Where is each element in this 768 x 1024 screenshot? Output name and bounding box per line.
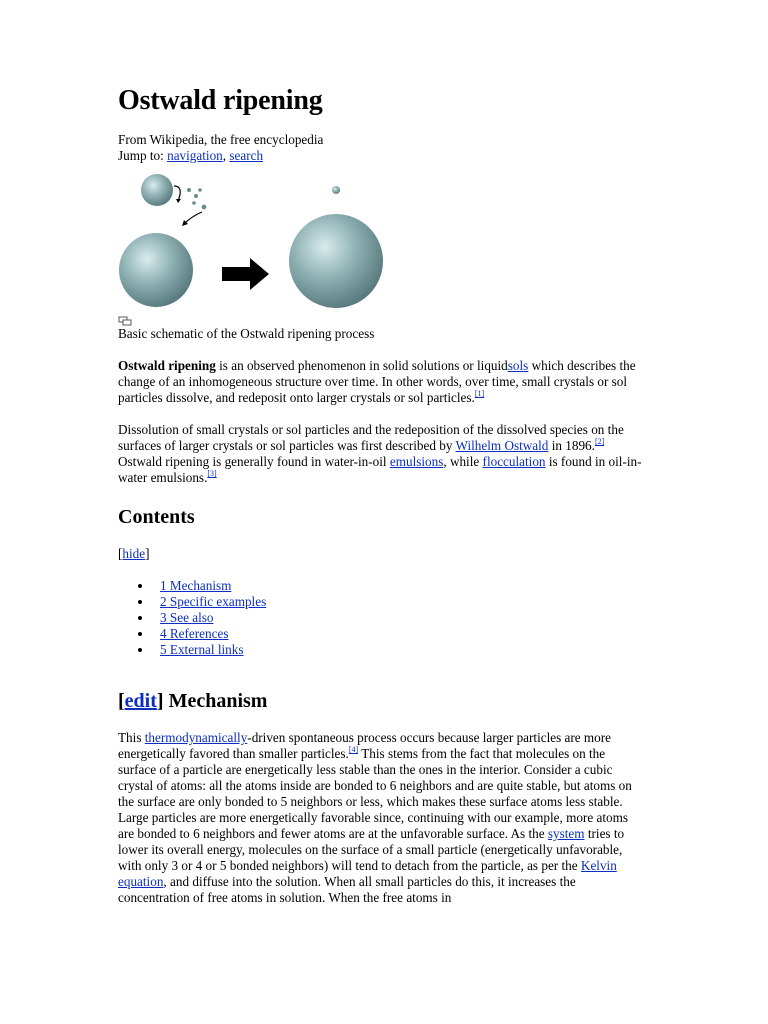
toc-item bbox=[138, 594, 643, 610]
wilhelm-ostwald-link[interactable]: Wilhelm Ostwald bbox=[455, 438, 549, 453]
mechanism-heading-text: Mechanism bbox=[168, 690, 268, 712]
edit-section-link[interactable]: edit bbox=[124, 690, 157, 712]
ref-1-link[interactable]: [1] bbox=[474, 389, 485, 398]
bullet-icon bbox=[138, 648, 142, 652]
kelvin-equation-link[interactable]: Kelvin equation bbox=[118, 858, 617, 889]
bracket: ] bbox=[156, 690, 169, 712]
mechanism-text: tries to lower its overall energy, molecules on the surface of a small particle (energetically unfavorable, with only 3 or 4 or 5 bonded neighbors) will tend to detach from the particle, as per the bbox=[118, 826, 625, 873]
contents-heading: Contents bbox=[118, 506, 195, 528]
diffusion-arrow bbox=[176, 199, 181, 203]
toc-link-references[interactable]: 4 References bbox=[160, 626, 229, 641]
toc-link-external-links[interactable]: 5 External links bbox=[160, 642, 244, 657]
intro-paragraph bbox=[118, 358, 643, 406]
magnify-icon[interactable] bbox=[118, 316, 132, 326]
article-content bbox=[118, 84, 643, 906]
mechanism-text: , and diffuse into the solution. When all small particles do this, it increases the concentration of free atoms in solution. When the free atoms in bbox=[118, 874, 576, 905]
process-arrow bbox=[222, 258, 269, 290]
bullet-icon bbox=[138, 616, 142, 620]
diffusion-arrow bbox=[184, 212, 202, 224]
diffusion-arrow bbox=[174, 186, 180, 201]
toc-toggle bbox=[118, 546, 643, 562]
intro-text: which describes the change of an inhomogeneous structure over time. In other words, over time, small crystals or sol particles dissolve, and redeposit onto larger crystals or sol particles. bbox=[118, 358, 636, 405]
bracket: [ bbox=[118, 546, 123, 561]
ostwald-schematic-image[interactable] bbox=[118, 168, 398, 316]
bracket: ] bbox=[145, 546, 150, 561]
jump-label: Jump to: bbox=[118, 148, 168, 163]
sols-link[interactable]: sols bbox=[507, 358, 529, 373]
navigation-link[interactable]: navigation bbox=[167, 148, 223, 163]
toc-item bbox=[138, 626, 643, 642]
bracket: [ bbox=[118, 690, 125, 712]
figure-caption: Basic schematic of the Ostwald ripening process bbox=[118, 326, 375, 341]
atom-dot bbox=[192, 201, 196, 205]
bullet-icon bbox=[138, 584, 142, 588]
atom-dot bbox=[202, 205, 207, 210]
search-link[interactable]: search bbox=[229, 148, 264, 163]
jump-links bbox=[118, 148, 643, 164]
history-text: Dissolution of small crystals or sol particles and the redeposition of the dissolved species on the surfaces of larger crystals or sol particles was first described by bbox=[118, 422, 624, 453]
toc-item bbox=[138, 578, 643, 594]
history-text: is found in oil-in-water emulsions. bbox=[118, 454, 642, 485]
history-paragraph bbox=[118, 422, 643, 486]
atom-dot bbox=[194, 194, 198, 198]
history-text: in 1896. bbox=[548, 438, 595, 453]
bullet-icon bbox=[138, 632, 142, 636]
tiny-particle bbox=[332, 186, 340, 194]
system-link[interactable]: system bbox=[547, 826, 585, 841]
mechanism-heading bbox=[118, 688, 643, 714]
thermodynamically-link[interactable]: thermodynamically bbox=[144, 730, 248, 745]
ref-2-link[interactable]: [2] bbox=[594, 437, 605, 446]
toc-link-specific-examples[interactable]: 2 Specific examples bbox=[160, 594, 267, 609]
site-tagline: From Wikipedia, the free encyclopedia bbox=[118, 132, 324, 147]
toc-item bbox=[138, 642, 643, 658]
atom-dot bbox=[187, 188, 191, 192]
toc-item bbox=[138, 610, 643, 626]
bullet-icon bbox=[138, 600, 142, 604]
term-bold: Ostwald ripening bbox=[118, 358, 216, 373]
mechanism-paragraph bbox=[118, 730, 643, 906]
history-text: , while bbox=[443, 454, 483, 469]
small-particle bbox=[141, 174, 173, 206]
flocculation-link[interactable]: flocculation bbox=[482, 454, 546, 469]
large-particle bbox=[119, 233, 193, 307]
toc-link-see-also[interactable]: 3 See also bbox=[160, 610, 214, 625]
page-title: Ostwald ripening bbox=[118, 85, 323, 116]
hide-toc-link[interactable]: hide bbox=[122, 546, 146, 561]
grown-particle bbox=[289, 214, 383, 308]
intro-text: is an observed phenomenon in solid solutions or liquid bbox=[215, 358, 508, 373]
emulsions-link[interactable]: emulsions bbox=[389, 454, 444, 469]
ref-3-link[interactable]: [3] bbox=[207, 469, 217, 478]
mechanism-text: -driven spontaneous process occurs because larger particles are more energetically favored than smaller particles. bbox=[118, 730, 612, 761]
history-text: Ostwald ripening is generally found in water-in-oil bbox=[118, 454, 390, 469]
ref-4-link[interactable]: [4] bbox=[348, 745, 359, 754]
atom-dot bbox=[198, 188, 202, 192]
toc-list bbox=[118, 578, 643, 658]
jump-separator: , bbox=[222, 148, 230, 163]
toc-link-mechanism[interactable]: 1 Mechanism bbox=[160, 578, 232, 593]
mechanism-text: This stems from the fact that molecules on the surface of a particle are energetically less stable than the ones in the interior. Consider a cubic crystal of atoms: all the atoms inside are bonded to 6 neighbors and are quite stable, but atoms on the surface are only bonded to 5 neighbors or less, which makes these surface atoms less stable. Large particles are more energetically favorable since, continuing with our example, more atoms are bonded to 6 neighbors and fewer atoms are at the unfavorable surface. As the bbox=[118, 746, 632, 841]
mechanism-text: This bbox=[118, 730, 145, 745]
